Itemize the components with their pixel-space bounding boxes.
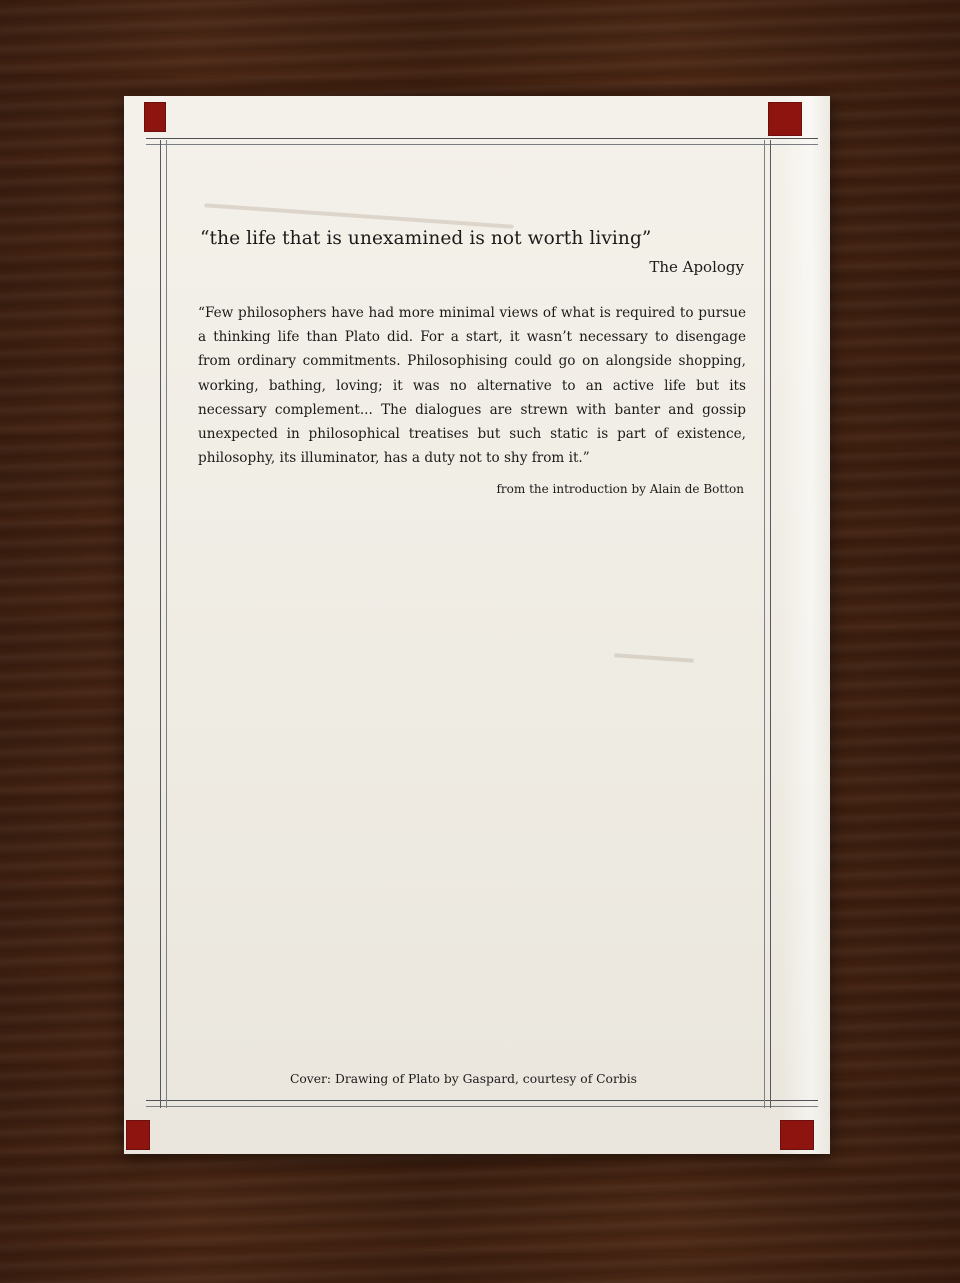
- top-rule-thin: [146, 144, 818, 145]
- corner-square-bottom-right: [780, 1120, 814, 1150]
- bottom-rule: [146, 1100, 818, 1101]
- left-rule-thin: [166, 140, 167, 1108]
- bottom-rule-thin: [146, 1106, 818, 1107]
- blurb-paragraph: “Few philosophers have had more minimal views of what is required to pursue a thinking life than Plato did. For a start, it wasn’t necessary to disengage from ordinary commitments. Philosophising could go on alongside shopping, working, bathing, loving; it was no alternative to an active life but its necessary complement... The dialogues are strewn with banter and gossip unexpected in philosophical treatises but such static is part of existence, philosophy, its illuminator, has a duty not to shy from it.”: [198, 305, 746, 467]
- blurb-attribution: from the introduction by Alain de Botton: [496, 482, 744, 496]
- top-rule: [146, 138, 818, 139]
- corner-square-bottom-left: [126, 1120, 150, 1150]
- epigraph-source: The Apology: [649, 258, 744, 276]
- corner-square-top-left: [144, 102, 166, 132]
- right-rule-thin: [764, 140, 765, 1108]
- left-rule: [160, 140, 161, 1108]
- right-rule: [770, 140, 771, 1108]
- spine-edge: [782, 96, 830, 1154]
- cover-credit: Cover: Drawing of Plato by Gaspard, courtesy of Corbis: [290, 1072, 637, 1086]
- smudge-mark: [614, 653, 694, 663]
- smudge-mark: [204, 203, 514, 229]
- corner-square-top-right: [768, 102, 802, 136]
- book-back-cover: [124, 96, 830, 1154]
- epigraph-quote: “the life that is unexamined is not worth living”: [200, 228, 652, 249]
